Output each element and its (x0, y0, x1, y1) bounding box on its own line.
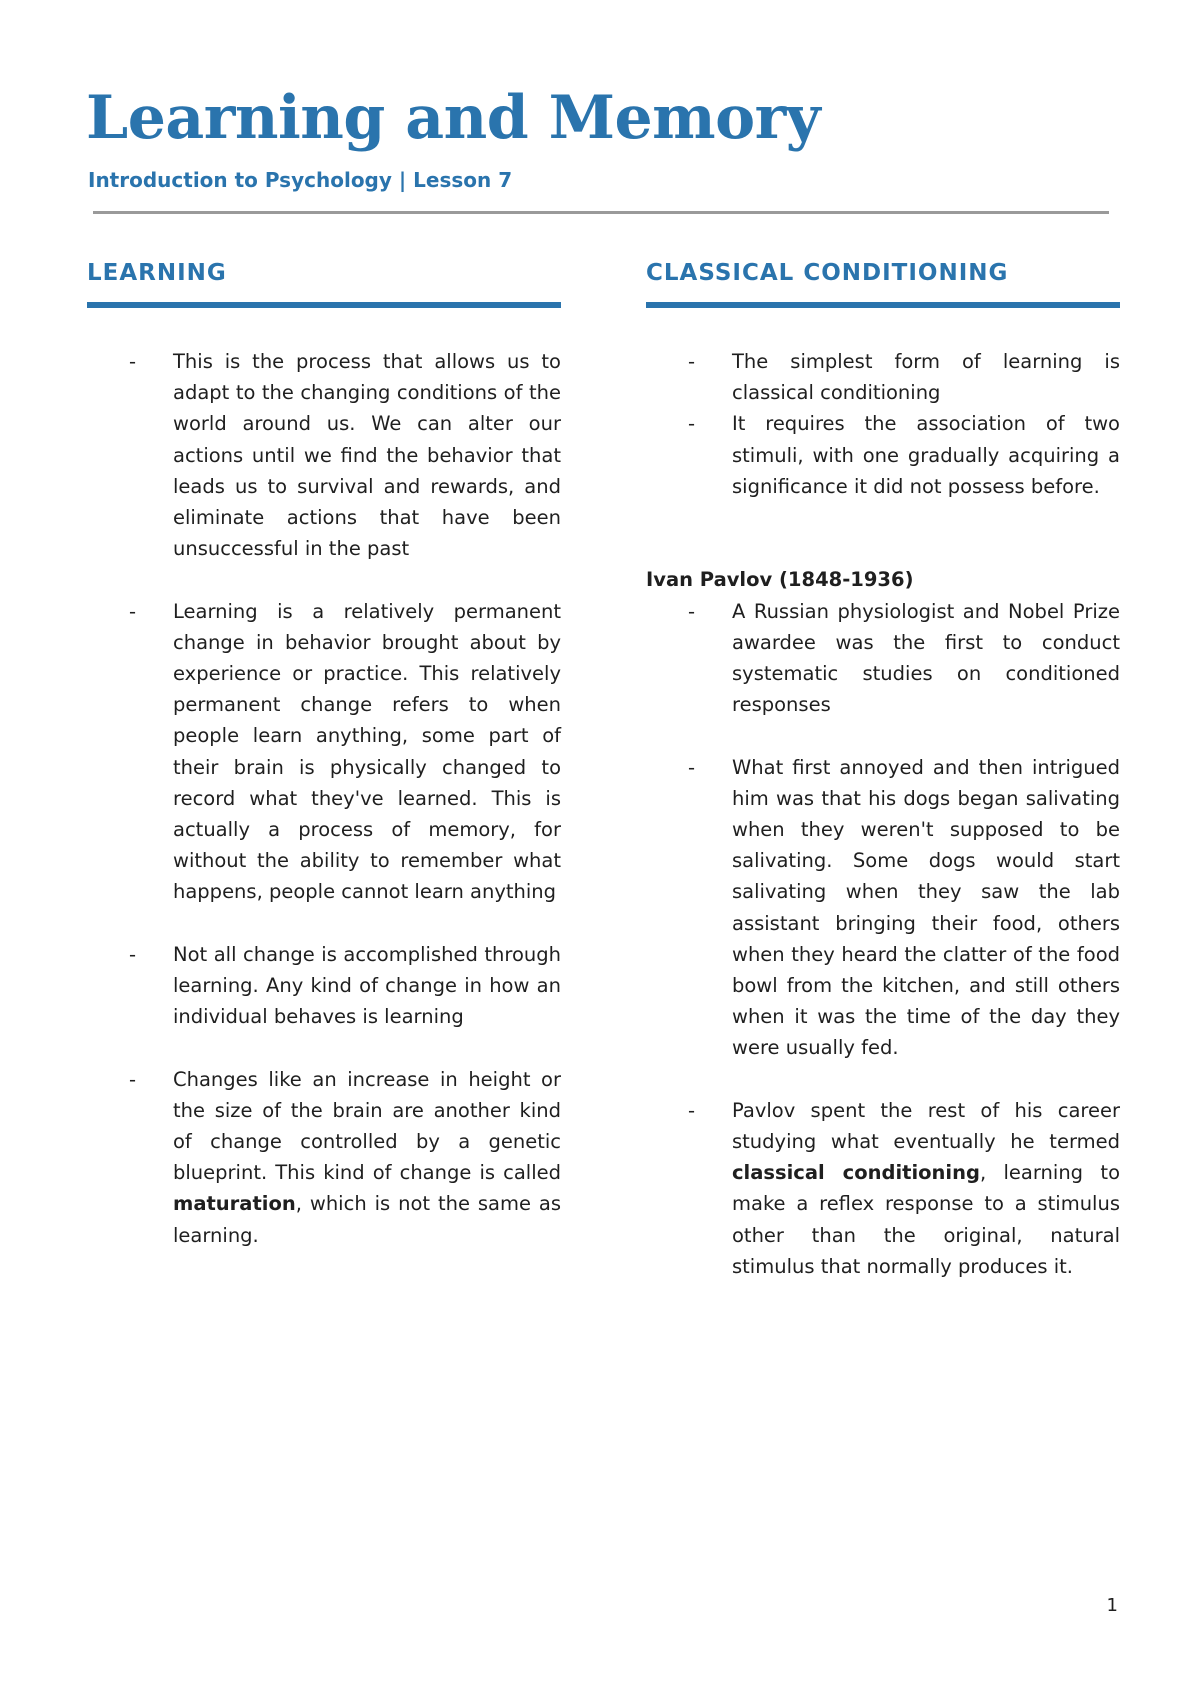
list-item (646, 596, 1120, 721)
list-item-text: A Russian physiologist and Nobel Prize awardee was the first to conduct systematic studies on conditioned responses (732, 599, 1120, 717)
classical-conditioning-bullet-list (646, 346, 1120, 502)
list-item (87, 346, 561, 564)
list-item (646, 752, 1120, 1064)
section-heading-learning: LEARNING (87, 260, 227, 286)
right-column (646, 256, 1120, 1282)
bullet-dash: - (129, 350, 137, 373)
list-item-text: What first annoyed and then intrigued him was that his dogs began salivating when they weren't supposed to be salivating. Some dogs would start salivating when they saw the lab assistant bringing their food, others when they heard the clatter of the food bowl from the kitchen, and still others when it was the time of the day they were usually fed. (732, 755, 1120, 1060)
list-item (87, 1064, 561, 1251)
list-item (87, 596, 561, 908)
document-title: Learning and Memory (86, 83, 821, 153)
bullet-dash: - (688, 350, 696, 373)
list-item (646, 346, 1120, 408)
bullet-dash: - (688, 755, 696, 779)
list-item-text: Not all change is accomplished through learning. Any kind of change in how an individual behaves is learning (173, 942, 561, 1029)
list-item-text: , which is not the same as learning. (173, 1192, 561, 1247)
document-subtitle: Introduction to Psychology | Lesson 7 (88, 168, 513, 192)
bullet-dash: - (688, 412, 696, 436)
list-item-text: Learning is a relatively permanent change in behavior brought about by experience or practice. This relatively permanent change refers to when people learn anything, some part of their brain is physically changed to record what they've learned. This is actually a process of memory, for without the ability to remember what happens, people cannot learn anything (173, 599, 561, 904)
list-item (646, 1095, 1120, 1282)
list-item-text: The simplest form of learning is classical conditioning (732, 350, 1120, 405)
bullet-dash: - (129, 599, 137, 623)
list-item (87, 939, 561, 1033)
bullet-dash: - (129, 1067, 137, 1091)
left-column (87, 256, 561, 1251)
section-heading-classical-conditioning: CLASSICAL CONDITIONING (646, 260, 1009, 286)
bullet-dash: - (129, 942, 137, 966)
bullet-dash: - (688, 1098, 696, 1122)
pavlov-heading: Ivan Pavlov (1848-1936) (646, 568, 914, 592)
list-item-text: This is the process that allows us to adapt to the changing conditions of the world around us. We can alter our actions until we find the behavior that leads us to survival and rewards, and eliminate actions that have been unsuccessful in the past (173, 350, 561, 561)
list-item-text: , learning to make a reflex response to a stimulus other than the original, natural stimulus that normally produces it. (732, 1161, 1120, 1278)
pavlov-bullet-list (646, 596, 1120, 1282)
term-maturation: maturation (173, 1192, 296, 1216)
list-item-text: Pavlov spent the rest of his career studying what eventually he termed (732, 1098, 1120, 1154)
list-item-text: Changes like an increase in height or the size of the brain are another kind of change controlled by a genetic blueprint. This kind of change is called (173, 1067, 561, 1185)
list-item-text: It requires the association of two stimuli, with one gradually acquiring a significance it did not possess before. (732, 412, 1120, 498)
section-rule-classical-conditioning (646, 302, 1120, 308)
term-classical-conditioning: classical conditioning (732, 1161, 980, 1185)
page-number: 1 (1106, 1595, 1118, 1616)
bullet-dash: - (688, 599, 696, 623)
learning-bullet-list (87, 346, 561, 1251)
header-divider (93, 211, 1109, 214)
section-rule-learning (87, 302, 561, 308)
list-item (646, 408, 1120, 502)
